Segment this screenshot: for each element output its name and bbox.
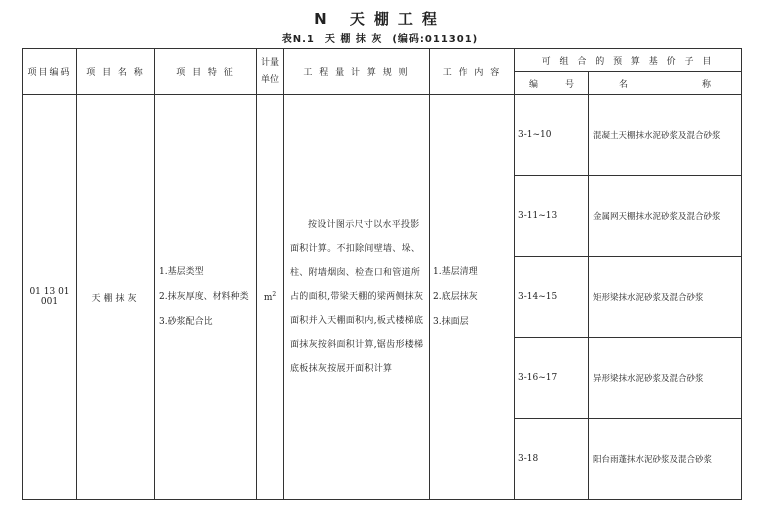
header-unit-line1: 计量	[260, 57, 279, 68]
item-feature-cell	[155, 95, 257, 500]
spec-table	[22, 48, 742, 500]
quota-name-cell: 异形梁抹水泥砂浆及混合砂浆	[589, 338, 742, 419]
calc-rule-text: 按设计图示尺寸以水平投影面积计算。不扣除间壁墙、垛、柱、附墙烟囱、检查口和管道所占的面积,带梁天棚的梁两侧抹灰面积并入天棚面积内,板式楼梯底面抹灰按斜面积计算,锯齿形楼梯底板抹灰按展开面积计算	[290, 220, 424, 374]
table-caption	[0, 30, 760, 45]
header-quota-no-b: 号	[564, 79, 574, 90]
work-line: 3.抹面层	[433, 316, 469, 327]
work-line: 2.底层抹灰	[433, 291, 478, 302]
quota-no-cell: 3-18	[515, 419, 589, 500]
header-item-feature: 项 目 特 征	[155, 49, 257, 95]
header-quota-name-b: 称	[701, 79, 711, 90]
item-code-cell: 01 13 01 001	[23, 95, 77, 500]
unit-superscript: 2	[272, 291, 277, 298]
header-unit-line2: 单位	[260, 74, 279, 85]
item-name-cell: 天棚抹灰	[77, 95, 155, 500]
page-title: N 天棚工程	[314, 10, 446, 28]
header-item-code: 项目编码	[23, 49, 77, 95]
header-quota-no	[515, 72, 589, 95]
work-line: 1.基层清理	[433, 266, 478, 277]
unit-base: m	[263, 293, 273, 303]
header-work-content: 工 作 内 容	[430, 49, 515, 95]
feature-line: 3.砂浆配合比	[159, 316, 213, 327]
header-unit	[257, 49, 284, 95]
feature-line: 1.基层类型	[159, 266, 204, 277]
table-caption-code: (编码:011301)	[392, 34, 479, 45]
quota-no-cell: 3-14~15	[515, 257, 589, 338]
feature-line: 2.抹灰厚度、材料种类	[159, 291, 249, 302]
table-caption-label: 表N.1	[281, 34, 315, 45]
header-quota-no-a: 编	[529, 79, 539, 90]
quota-name-cell: 矩形梁抹水泥砂浆及混合砂浆	[589, 257, 742, 338]
quota-name-cell: 金属网天棚抹水泥砂浆及混合砂浆	[589, 176, 742, 257]
header-calc-rule: 工 程 量 计 算 规 则	[284, 49, 430, 95]
quota-no-cell: 3-1~10	[515, 95, 589, 176]
quota-name-cell: 混凝土天棚抹水泥砂浆及混合砂浆	[589, 95, 742, 176]
work-content-cell	[430, 95, 515, 500]
quota-no-cell: 3-11~13	[515, 176, 589, 257]
header-quota-name-a: 名	[619, 79, 629, 90]
table-caption-name: 天 棚 抹 灰	[324, 34, 383, 45]
unit-cell	[257, 95, 284, 500]
calc-rule-cell	[284, 95, 430, 500]
quota-name-cell: 阳台雨蓬抹水泥砂浆及混合砂浆	[589, 419, 742, 500]
header-quota-group: 可 组 合 的 预 算 基 价 子 目	[515, 49, 742, 72]
quota-no-cell: 3-16~17	[515, 338, 589, 419]
header-quota-name	[589, 72, 742, 95]
header-item-name: 项 目 名 称	[77, 49, 155, 95]
